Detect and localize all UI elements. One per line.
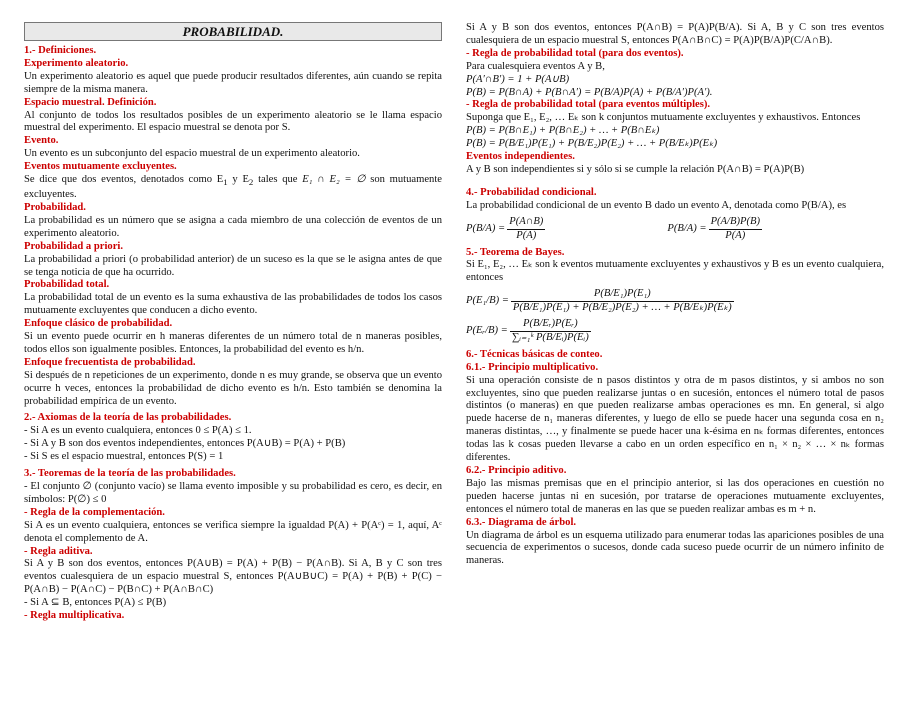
text-mutuamente-excluyentes: Se dice que dos eventos, denotados como $E_1$ y $E_2$ tales que E₁ ∩ E₂ = ∅ son mutuamente excluyentes.	[24, 174, 442, 201]
section-bayes-heading: 5.- Teorema de Bayes.	[466, 246, 565, 258]
heading-probabilidad-total: Probabilidad total.	[24, 279, 110, 291]
axiom-3: - Si S es el espacio muestral, entonces P(S) = 1	[24, 451, 224, 463]
bayes-formula-1	[466, 288, 884, 315]
heading-eventos-independientes: Eventos independientes.	[466, 151, 575, 163]
text-principio-aditivo: Bajo las mismas premisas que en el principio anterior, si las dos operaciones en cuestión no pueden hacerse juntas ni en sucesión, por tratarse de operaciones mutuamente excluyentes, entonces el número total de maneras en las que se pueden realizar ambas es m + n.	[466, 477, 884, 515]
formula-2-denominator: P(A)	[725, 229, 746, 241]
equation-total-multiples-2: P(B) = P(B/E₁)P(E₁) + P(B/E₂)P(E₂) + … + P(B/Eₖ)P(Eₖ)	[466, 138, 718, 150]
formula-1-denominator: P(A)	[516, 229, 537, 241]
section-teoremas-heading: 3.- Teoremas de la teoría de las probabilidades.	[24, 468, 236, 480]
heading-total-dos-eventos: - Regla de probabilidad total (para dos eventos).	[466, 47, 684, 59]
me-text-b: y E	[227, 174, 249, 186]
bayes-1-lhs: P(E₁/B) =	[466, 295, 509, 307]
text-diagrama-arbol: Un diagrama de árbol es un esquema utilizado para enumerar todas las apariciones posibles de una secuencia de experimentos o sucesos, donde cada suceso puede ocurrir de un número infinito de maneras.	[466, 529, 885, 567]
text-subconjunto: - Si A ⊆ B, entonces P(A) ≤ P(B)	[24, 597, 167, 609]
text-espacio-muestral: Al conjunto de todos los resultados posibles de un experimento aleatorio se le llama espacio muestral del experimento. El espacio muestral se denota por S.	[24, 109, 442, 134]
heading-enfoque-frecuentista: Enfoque frecuentista de probabilidad.	[24, 356, 196, 368]
right-column	[466, 22, 884, 568]
heading-probabilidad: Probabilidad.	[24, 201, 86, 213]
text-total-multiples: Suponga que E₁, E₂, … Eₖ son k conjuntos mutuamente excluyentes y exhaustivos. Entonces	[466, 112, 861, 124]
equation-total-dos-c: P(B) = P(B∩A) + P(B∩A′) = P(B/A)P(A) + P(B/A′)P(A′).	[466, 86, 713, 98]
heading-principio-multiplicativo: 6.1.- Principio multiplicativo.	[466, 361, 599, 373]
heading-regla-aditiva: - Regla aditiva.	[24, 545, 93, 557]
text-regla-multiplicativa: Si A y B son dos eventos, entonces P(A∩B) = P(A)P(B/A). Si A, B y C son tres eventos cualesquiera de un espacio muestral S, entonces P(A∩B∩C) = P(A)P(B/A)P(C/A∩B).	[466, 22, 884, 46]
text-enfoque-clasico: Si un evento puede ocurrir en h maneras diferentes de un número total de n maneras posibles, todos ellos son igualmente posibles. Entonces, la probabilidad del evento es h/n.	[24, 331, 442, 355]
bayes-formula-2	[466, 318, 884, 345]
text-principio-multiplicativo: Si una operación consiste de n pasos distintos y otra de m pasos distintos, y si ambos no son excluyentes, sino que pueden realizarse juntas o en sucesión, entonces el número total de pasos distintos (o maneras) en que pueden realizarse ambas operaciones es mn. En general, si algo puede hacerse de n₁ maneras diferentes, y luego de ello se puede hacer una segunda cosa en n₂ maneras distintas, …, y finalmente se puede hacer una k-ésima en nₖ formas diferentes, entonces todas las k cosas pueden llevarse a cabo en un orden específico en n₁ × n₂ × … × nₖ formas diferentes.	[466, 374, 884, 464]
section-conteo-heading: 6.- Técnicas básicas de conteo.	[466, 348, 603, 360]
section-definitions-heading: 1.- Definiciones.	[24, 45, 97, 56]
text-enfoque-frecuentista: Si después de n repeticiones de un experimento, donde n es muy grande, se observa que un evento ocurre h veces, entonces la probabilidad de dicho evento es h/n. Esto también se denomina la probabilidad empírica de un evento.	[24, 369, 442, 407]
page-title: PROBABILIDAD.	[24, 22, 442, 41]
bayes-2-numerator: P(B/Eᵣ)P(Eᵣ)	[510, 318, 591, 332]
me-text-c: tales que	[253, 174, 303, 186]
theorem-empty-set: - El conjunto ∅ (conjunto vacío) se llama evento imposible y su probabilidad es cero, es decir, en símbolos: P(∅) ≤ 0	[24, 481, 442, 505]
bayes-2-lhs: P(Eᵣ/B) =	[466, 324, 508, 336]
heading-mutuamente-excluyentes: Eventos mutuamente excluyentes.	[24, 161, 177, 173]
conditional-formulas	[466, 216, 884, 243]
heading-principio-aditivo: 6.2.- Principio aditivo.	[466, 465, 567, 476]
text-bayes: Si E₁, E₂, … Eₖ son k eventos mutuamente excluyentes y exhaustivos y B es un evento cualquiera, entonces	[466, 259, 884, 284]
left-column	[24, 22, 442, 623]
heading-complementacion: - Regla de la complementación.	[24, 506, 165, 518]
section-condicional-heading: 4.- Probabilidad condicional.	[466, 186, 597, 198]
text-experimento: Un experimento aleatorio es aquel que puede producir resultados diferentes, aún cuando se repita siempre de la misma manera.	[24, 70, 442, 95]
text-probabilidad: La probabilidad es un número que se asigna a cada miembro de una colección de eventos de un experimento aleatorio.	[24, 214, 442, 239]
formula-2-fraction	[709, 216, 762, 243]
me-equation: E₁ ∩ E₂ = ∅	[302, 174, 366, 186]
bayes-1-numerator: P(B/E₁)P(E₁)	[511, 288, 734, 302]
bayes-2-denominator: ∑ᵢ₌₁ᵏ P(B/Eᵢ)P(Eᵢ)	[511, 331, 589, 343]
axiom-1: - Si A es un evento cualquiera, entonces 0 ≤ P(A) ≤ 1.	[24, 425, 252, 437]
equation-total-multiples-1: P(B) = P(B∩E₁) + P(B∩E₂) + … + P(B∩Eₖ)	[466, 125, 660, 137]
bayes-1-fraction	[511, 288, 734, 315]
formula-1-lhs: P(B/A) =	[466, 222, 506, 234]
text-complementacion: Si A es un evento cualquiera, entonces se verifica siempre la igualdad P(A) + P(Aᶜ) = 1, aquí, Aᶜ denota el complemento de A.	[24, 519, 442, 544]
formula-1-fraction	[507, 216, 545, 243]
section-axiomas-heading: 2.- Axiomas de la teoría de las probabilidades.	[24, 412, 232, 424]
text-condicional: La probabilidad condicional de un evento B dado un evento A, denotada como P(B/A), es	[466, 199, 847, 211]
text-total-dos-a: Para cualesquiera eventos A y B,	[466, 60, 605, 72]
heading-experimento: Experimento aleatorio.	[24, 57, 129, 69]
text-a-priori: La probabilidad a priori (o probabilidad anterior) de un suceso es la que se le asigna antes de que se tenga noticia de que ha ocurrido.	[24, 253, 442, 278]
heading-diagrama-arbol: 6.3.- Diagrama de árbol.	[466, 516, 577, 528]
heading-a-priori: Probabilidad a priori.	[24, 240, 123, 252]
text-eventos-independientes: A y B son independientes si y sólo si se cumple la relación P(A∩B) = P(A)P(B)	[466, 163, 805, 175]
heading-evento: Evento.	[24, 135, 59, 147]
formula-2-lhs: P(B/A) =	[667, 222, 707, 234]
me-text-a: Se dice que dos eventos, denotados como E	[24, 174, 224, 186]
text-evento: Un evento es un subconjunto del espacio muestral de un experimento aleatorio.	[24, 148, 360, 160]
text-probabilidad-total: La probabilidad total de un evento es la suma exhaustiva de las probabilidades de todos los casos mutuamente excluyentes que conducen a dicho evento.	[24, 292, 442, 317]
heading-enfoque-clasico: Enfoque clásico de probabilidad.	[24, 318, 173, 330]
me-text-d: son mutuamente excluyentes.	[24, 174, 442, 201]
bayes-1-denominator: P(B/E₁)P(E₁) + P(B/E₂)P(E₂) + … + P(B/Eₖ)P(Eₖ)	[512, 302, 732, 314]
heading-regla-multiplicativa: - Regla multiplicativa.	[24, 610, 125, 622]
formula-2-numerator: P(A/B)P(B)	[709, 216, 762, 230]
bayes-2-fraction	[510, 318, 591, 345]
heading-espacio-muestral: Espacio muestral. Definición.	[24, 96, 157, 108]
heading-total-multiples: - Regla de probabilidad total (para eventos múltiples).	[466, 99, 711, 111]
axiom-2: - Si A y B son dos eventos independientes, entonces P(A∪B) = P(A) + P(B)	[24, 438, 346, 450]
equation-total-dos-b: P(A′∩B′) = 1 + P(A∪B)	[466, 73, 570, 85]
text-regla-aditiva: Si A y B son dos eventos, entonces P(A∪B) = P(A) + P(B) − P(A∩B). Si A, B y C son tres eventos cualesquiera de un espacio muestral S, entonces P(A∪B∪C) = P(A) + P(B) + P(C) − P(A∩B) − P(A∩C) − P(B∩C) + P(A∩B∩C)	[24, 558, 442, 596]
formula-1-numerator: P(A∩B)	[507, 216, 545, 230]
